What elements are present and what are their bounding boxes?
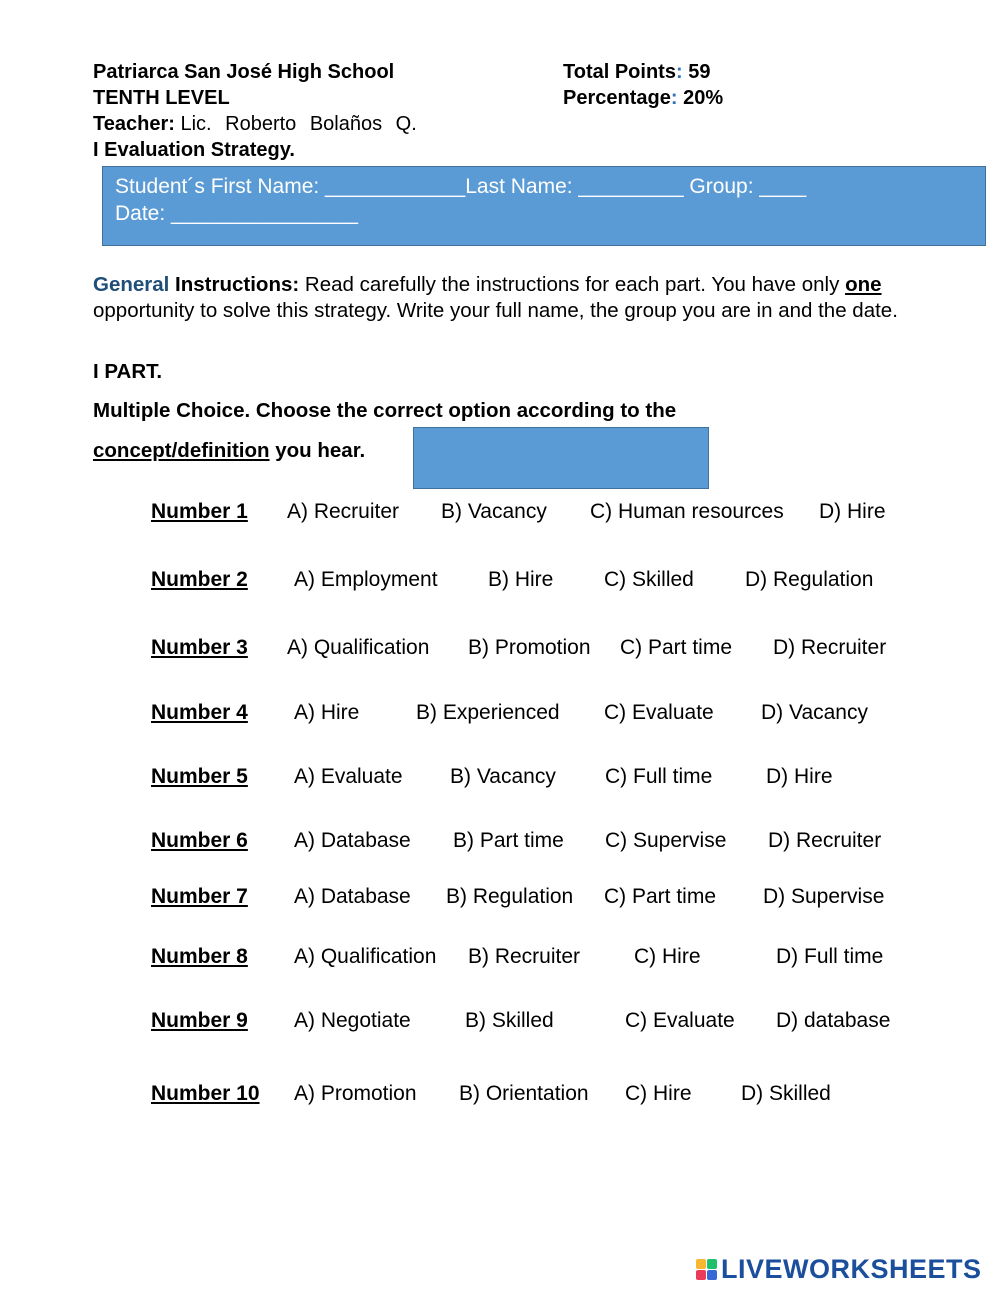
option-c[interactable]: C) Evaluate <box>625 1009 735 1032</box>
option-c[interactable]: C) Human resources <box>590 500 784 523</box>
question-label: Number 2 <box>151 568 248 591</box>
teacher-name: Lic. Roberto Bolaños Q. <box>180 113 417 135</box>
option-a[interactable]: A) Hire <box>294 701 360 724</box>
option-a[interactable]: A) Qualification <box>294 945 437 968</box>
logo-mark-icon <box>696 1259 717 1280</box>
option-b[interactable]: B) Vacancy <box>450 765 556 788</box>
option-a[interactable]: A) Database <box>294 885 411 908</box>
option-c[interactable]: C) Supervise <box>605 829 727 852</box>
option-b[interactable]: B) Skilled <box>465 1009 554 1032</box>
option-a[interactable]: A) Qualification <box>287 636 430 659</box>
answer-audio-box[interactable] <box>413 427 709 489</box>
multiple-choice-instruction-2 <box>93 439 365 463</box>
question-label: Number 3 <box>151 636 248 659</box>
percentage-value: 20% <box>683 87 724 109</box>
student-info-line-1: Student´s First Name: ____________Last Name: _________ Group: ____ <box>115 175 807 198</box>
general-instructions <box>93 272 953 324</box>
option-c[interactable]: C) Skilled <box>604 568 694 591</box>
student-info-line-2: Date: ________________ <box>115 202 358 225</box>
option-b[interactable]: B) Part time <box>453 829 564 852</box>
logo-text: LIVEWORKSHEETS <box>721 1253 982 1284</box>
option-c[interactable]: C) Part time <box>620 636 733 659</box>
option-b[interactable]: B) Experienced <box>416 701 560 724</box>
total-points: Total Points: 59 <box>563 61 711 83</box>
total-points-value: 59 <box>688 61 711 83</box>
instructions-label: Instructions: <box>169 273 300 296</box>
teacher-label: Teacher: <box>93 113 175 135</box>
option-d[interactable]: D) Hire <box>766 765 833 788</box>
percentage: Percentage: 20% <box>563 87 724 109</box>
logo-square <box>707 1270 717 1280</box>
option-a[interactable]: A) Promotion <box>294 1082 417 1105</box>
strategy-title: I Evaluation Strategy. <box>93 139 295 161</box>
logo-square <box>707 1259 717 1269</box>
total-points-label: Total Points <box>563 61 676 83</box>
option-c[interactable]: C) Hire <box>625 1082 692 1105</box>
option-d[interactable]: D) Recruiter <box>773 636 887 659</box>
logo-square <box>696 1259 706 1269</box>
option-b[interactable]: B) Recruiter <box>468 945 581 968</box>
option-a[interactable]: A) Database <box>294 829 411 852</box>
option-d[interactable]: D) Hire <box>819 500 886 523</box>
one-word: one <box>845 273 882 296</box>
option-d[interactable]: D) Vacancy <box>761 701 868 724</box>
question-label: Number 1 <box>151 500 248 523</box>
question-label: Number 7 <box>151 885 248 908</box>
question-label: Number 10 <box>151 1082 260 1105</box>
option-c[interactable]: C) Part time <box>604 885 717 908</box>
option-d[interactable]: D) Skilled <box>741 1082 831 1105</box>
question-label: Number 9 <box>151 1009 248 1032</box>
you-hear: you hear. <box>269 439 366 462</box>
student-info-box <box>102 166 986 246</box>
option-d[interactable]: D) Recruiter <box>768 829 882 852</box>
question-label: Number 6 <box>151 829 248 852</box>
multiple-choice-instruction: Multiple Choice. Choose the correct option according to the <box>93 399 677 422</box>
option-a[interactable]: A) Employment <box>294 568 438 591</box>
percentage-label: Percentage <box>563 87 671 109</box>
option-c[interactable]: C) Full time <box>605 765 713 788</box>
instructions-text-1: Read carefully the instructions for each part. You have only <box>299 273 846 296</box>
liveworksheets-logo <box>696 1254 982 1284</box>
concept-definition: concept/definition <box>93 439 270 462</box>
logo-square <box>696 1270 706 1280</box>
option-b[interactable]: B) Regulation <box>446 885 574 908</box>
option-d[interactable]: D) Supervise <box>763 885 885 908</box>
option-c[interactable]: C) Hire <box>634 945 701 968</box>
option-a[interactable]: A) Evaluate <box>294 765 403 788</box>
option-d[interactable]: D) Full time <box>776 945 884 968</box>
question-label: Number 5 <box>151 765 248 788</box>
option-d[interactable]: D) database <box>776 1009 891 1032</box>
option-b[interactable]: B) Orientation <box>459 1082 589 1105</box>
option-b[interactable]: B) Hire <box>488 568 554 591</box>
option-c[interactable]: C) Evaluate <box>604 701 714 724</box>
option-a[interactable]: A) Negotiate <box>294 1009 411 1032</box>
option-a[interactable]: A) Recruiter <box>287 500 400 523</box>
level-label: TENTH LEVEL <box>93 87 230 109</box>
school-name: Patriarca San José High School <box>93 61 395 83</box>
question-label: Number 8 <box>151 945 248 968</box>
part-title: I PART. <box>93 360 163 383</box>
question-label: Number 4 <box>151 701 248 724</box>
option-d[interactable]: D) Regulation <box>745 568 874 591</box>
teacher-line <box>93 113 417 136</box>
option-b[interactable]: B) Promotion <box>468 636 591 659</box>
instructions-text-2: opportunity to solve this strategy. Write your full name, the group you are in and the date. <box>93 299 898 322</box>
option-b[interactable]: B) Vacancy <box>441 500 547 523</box>
general-word: General <box>93 273 170 296</box>
